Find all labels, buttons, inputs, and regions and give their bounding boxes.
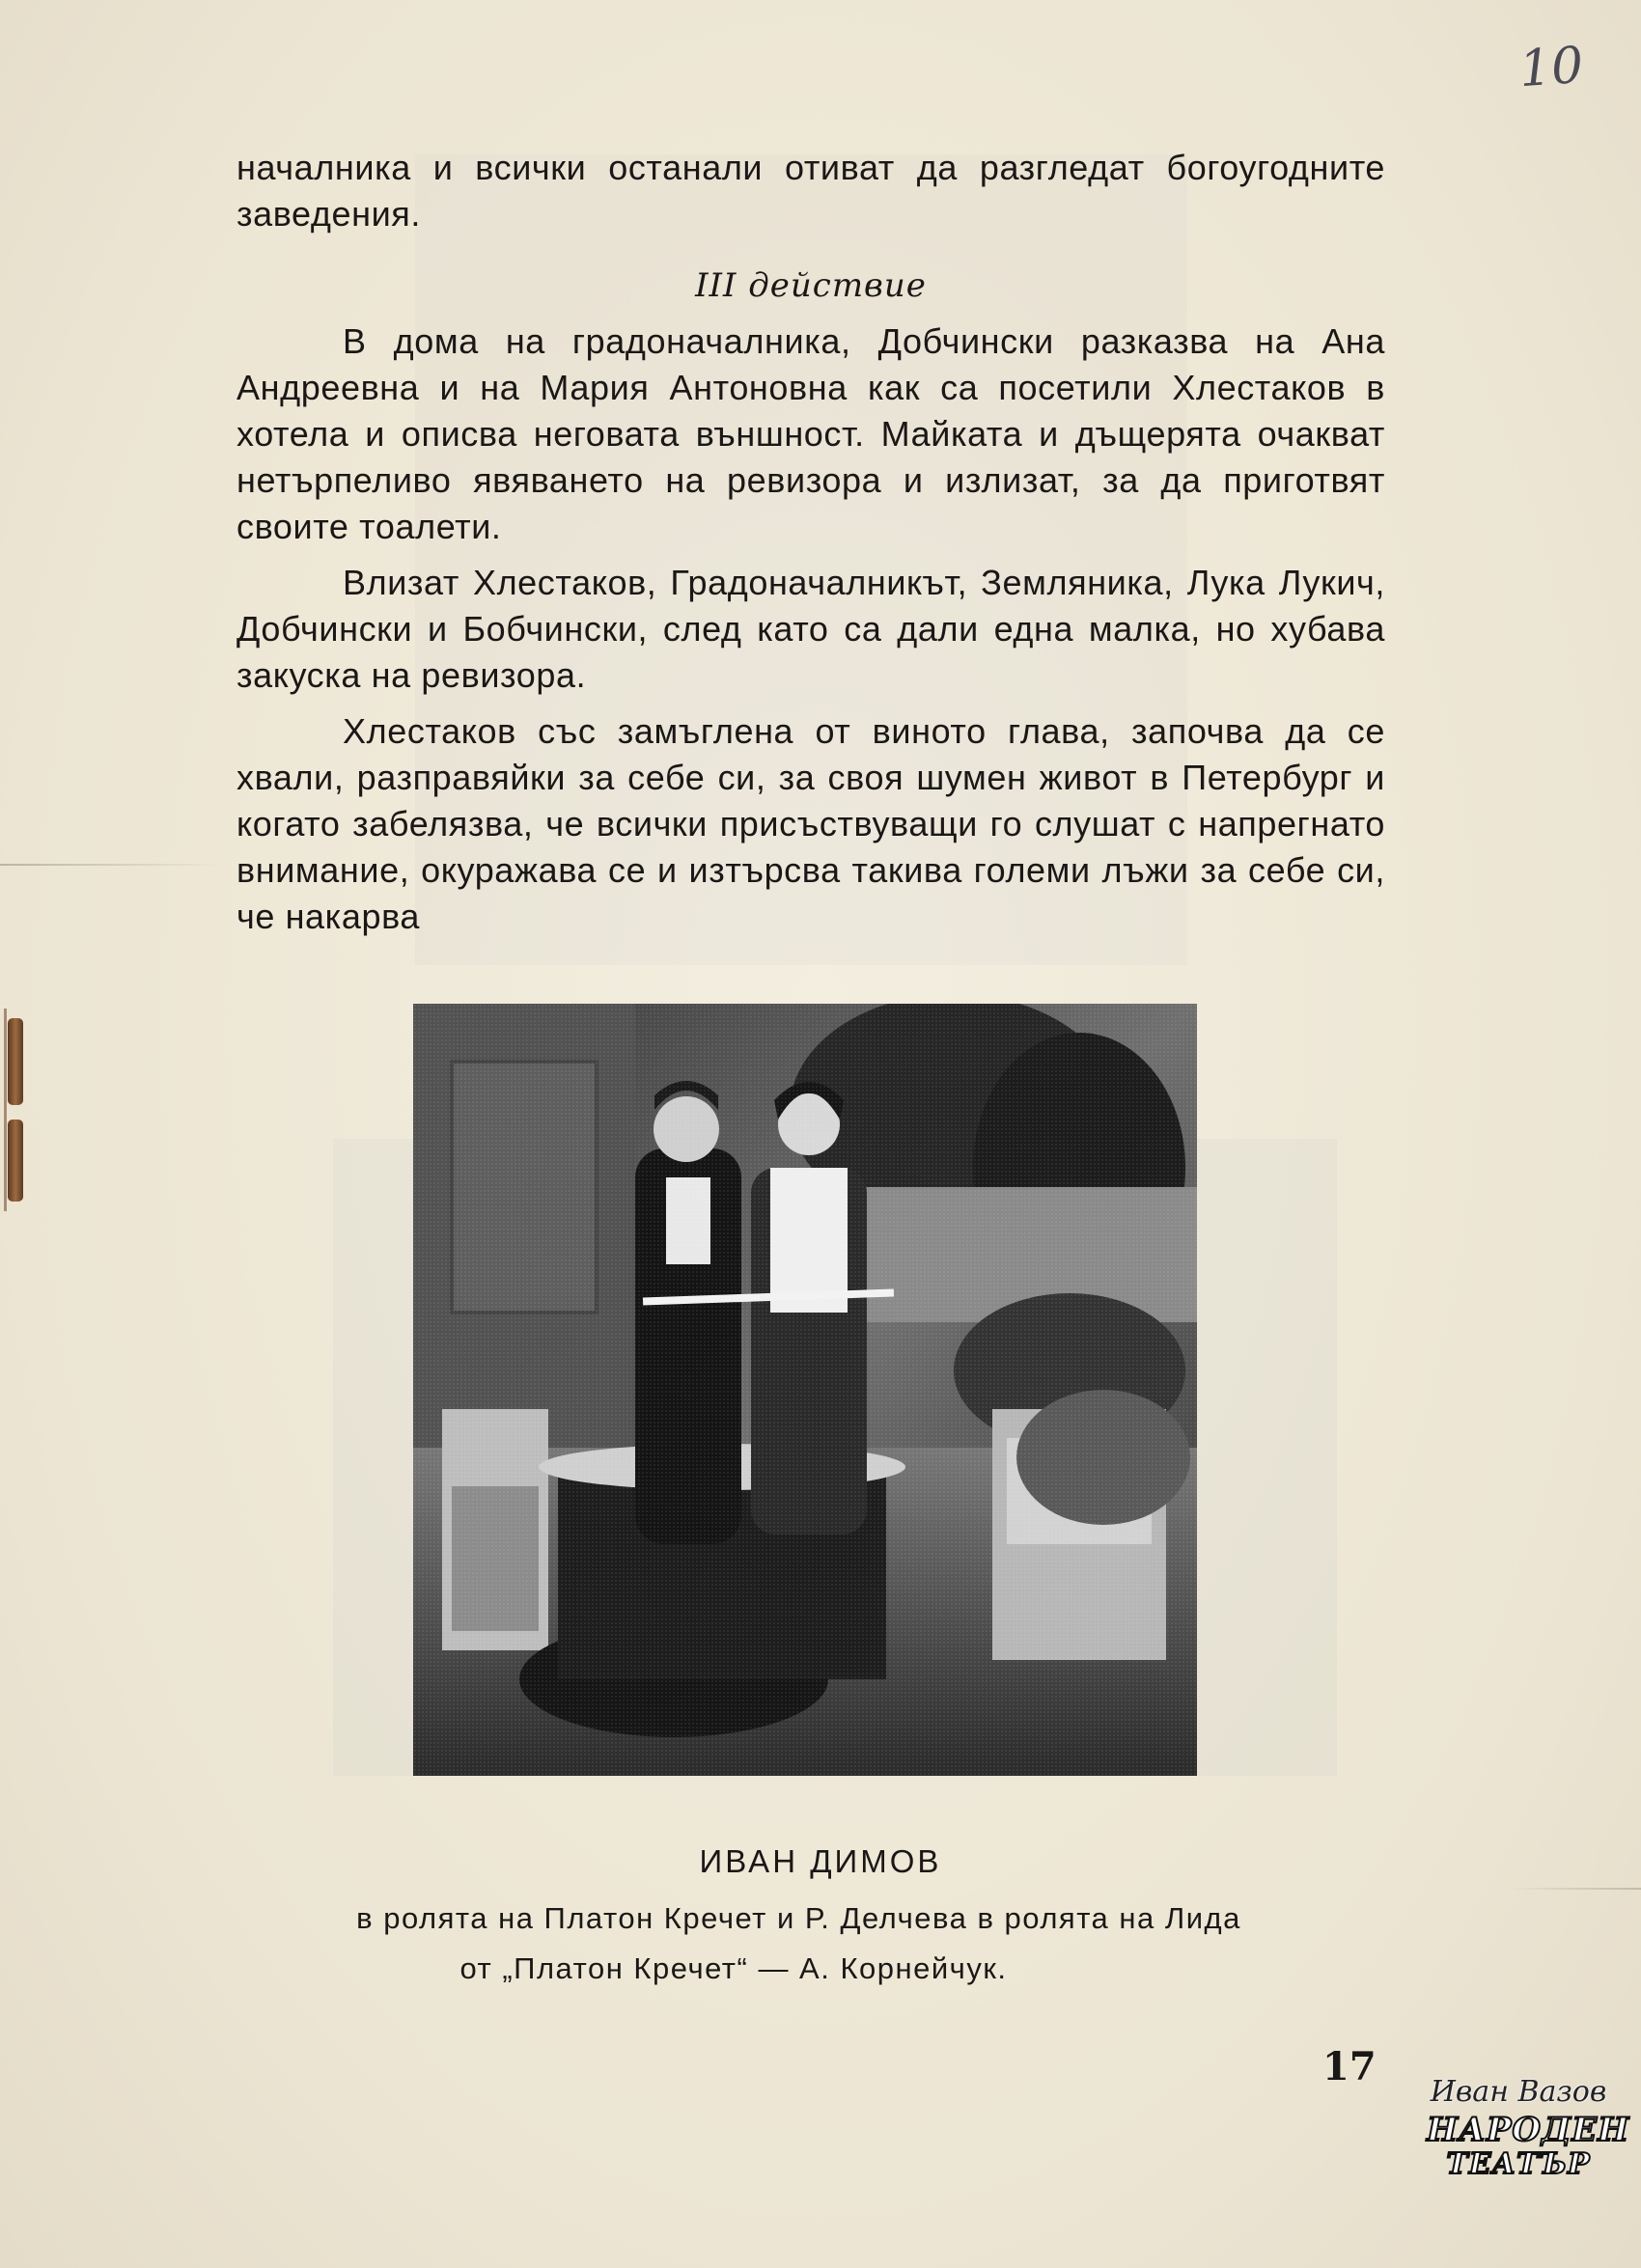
paragraph: Влизат Хлестаков, Градоначалникът, Земляника, Лука Лукич, Добчински и Бобчински, след като са дали една малка, но хубава закуска на ревизора. bbox=[236, 563, 1385, 695]
stamp-signature: Иван Вазов bbox=[1430, 2075, 1607, 2109]
binding-staple bbox=[8, 1120, 23, 1202]
caption-play-line: от „Платон Кречет“ — А. Корнейчук. bbox=[459, 1951, 1008, 1985]
body-text bbox=[236, 145, 1385, 940]
section-title: III действие bbox=[695, 266, 927, 305]
stamp-word-teatar: ТЕАТЪР bbox=[1446, 2147, 1591, 2181]
page-number: 17 bbox=[1322, 2044, 1377, 2089]
paper-fold-mark-right bbox=[1506, 1888, 1641, 1890]
caption-actor-name: ИВАН ДИМОВ bbox=[699, 1843, 942, 1879]
scene-photograph bbox=[413, 1004, 1197, 1776]
scene-photograph-drawing bbox=[413, 1004, 1197, 1776]
handwritten-page-mark: 10 bbox=[1516, 36, 1586, 99]
paper-fold-mark bbox=[0, 864, 222, 866]
paragraph-continuation: началника и всички останали отиват да разгледат богоугодните заведения. bbox=[236, 148, 1385, 234]
paragraph: Хлестаков със замъглена от виното глава, започва да се хвали, разправяйки за себе си, за своя шумен живот в Петербург и когато забелязва, че всички присъствуващи го слушат с напрегнато внимание, окуражава се и изтърсва такива големи лъжи за себе си, че накарва bbox=[236, 711, 1385, 936]
binding-staple bbox=[8, 1018, 23, 1105]
paragraph: В дома на градоначалника, Добчински разказва на Ана Андреевна и на Мария Антоновна как са посетили Хлестаков в хотела и описва неговата външност. Майката и дъщерята очакват нетърпеливо явяването на ревизора и излизат, за да приготвят своите тоалети. bbox=[236, 321, 1385, 546]
caption-role-line: в ролята на Платон Кречет и Р. Делчева в ролята на Лида bbox=[356, 1901, 1241, 1935]
national-theatre-stamp bbox=[1427, 2073, 1630, 2227]
stamp-word-narodno: НАРОДЕН bbox=[1427, 2111, 1630, 2149]
